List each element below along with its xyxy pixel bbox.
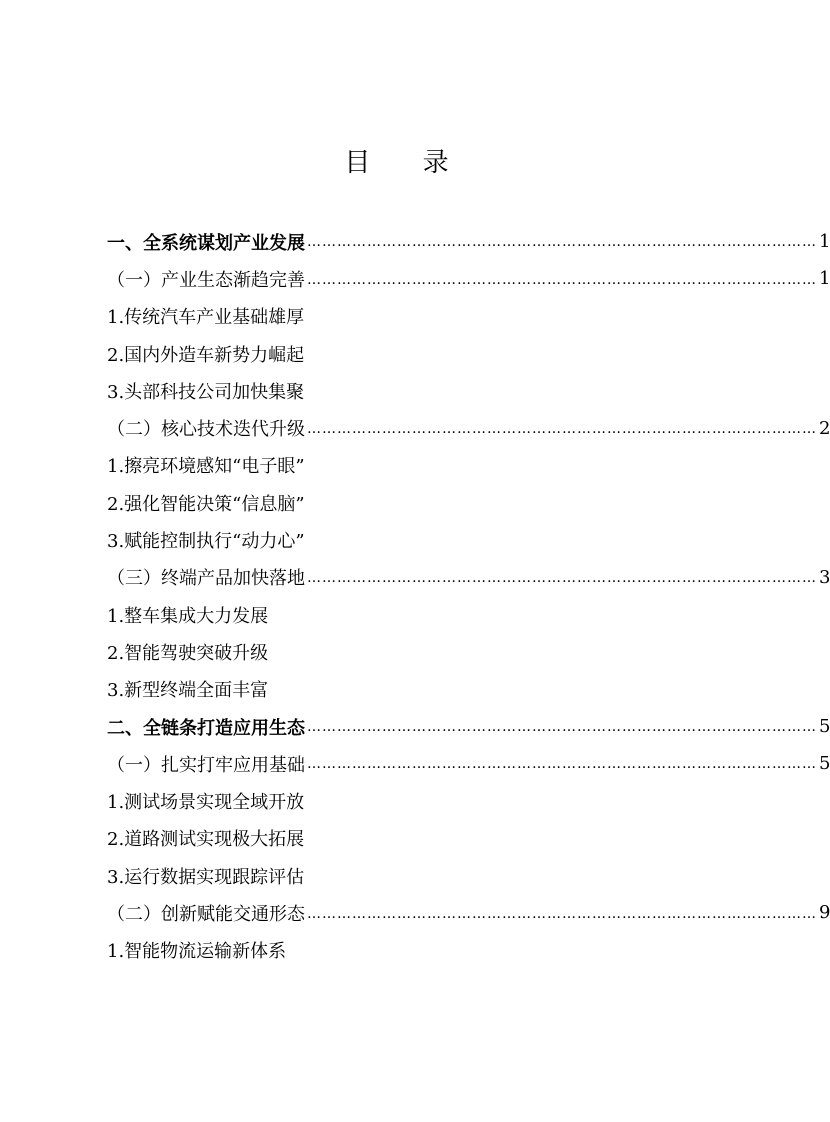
page-title: 目 录: [344, 148, 471, 178]
toc-entry-title: （三）终端产品加快落地: [107, 568, 305, 590]
toc-entry-title: 1.传统汽车产业基础雄厚: [107, 307, 305, 329]
toc-entry-title: 3.赋能控制执行“动力心”: [107, 531, 305, 553]
toc-entry-page-number: 1: [819, 268, 830, 290]
toc-entry-title: 1.擦亮环境感知“电子眼”: [107, 456, 305, 478]
toc-entry[interactable]: [107, 932, 637, 969]
toc-entry[interactable]: [107, 708, 830, 745]
toc-entry-title: 2.道路测试实现极大拓展: [107, 829, 305, 851]
toc-entry[interactable]: [107, 671, 637, 708]
toc-entry[interactable]: [107, 633, 637, 670]
toc-entry-title: 2.国内外造车新势力崛起: [107, 344, 305, 366]
toc-dot-leader: …………………………………………………………………………………………: [307, 719, 817, 736]
toc-entry-title: （二）核心技术迭代升级: [107, 419, 305, 441]
toc-entry-title: 2.智能驾驶突破升级: [107, 642, 269, 664]
toc-entry-page-number: 2: [819, 417, 830, 439]
toc-entry-page-number: 5: [819, 753, 830, 775]
toc-entry-title: 1.智能物流运输新体系: [107, 941, 287, 963]
toc-entry[interactable]: [107, 335, 637, 372]
toc-entry-title: 2.强化智能决策“信息脑”: [107, 493, 305, 515]
toc-dot-leader: …………………………………………………………………………………………: [307, 905, 817, 922]
toc-entry-title: （二）创新赋能交通形态: [107, 903, 305, 925]
toc-entry[interactable]: [107, 820, 637, 857]
toc-entry[interactable]: [107, 559, 830, 596]
toc-entry[interactable]: [107, 484, 637, 521]
toc-entry-title: 1.测试场景实现全域开放: [107, 792, 305, 814]
toc-entry-title: （一）扎实打牢应用基础: [107, 754, 305, 776]
toc-entry[interactable]: [107, 596, 637, 633]
toc-dot-leader: …………………………………………………………………………………………: [307, 420, 817, 437]
toc-dot-leader: …………………………………………………………………………………………: [307, 271, 817, 288]
toc-entry-title: 一、全系统谋划产业发展: [107, 232, 305, 254]
toc-entry[interactable]: [107, 409, 830, 446]
toc-entry[interactable]: [107, 745, 830, 782]
toc-dot-leader: …………………………………………………………………………………………: [307, 756, 817, 773]
toc-entry[interactable]: [107, 894, 830, 931]
toc-entry[interactable]: [107, 223, 830, 260]
toc-entry-page-number: 3: [819, 566, 830, 588]
toc-dot-leader: …………………………………………………………………………………………: [307, 234, 817, 251]
toc-dot-leader: …………………………………………………………………………………………: [307, 569, 817, 586]
toc-entry-title: 3.新型终端全面丰富: [107, 680, 269, 702]
toc-entry[interactable]: [107, 857, 637, 894]
toc-entry[interactable]: [107, 782, 637, 819]
toc-entry-page-number: 1: [819, 231, 830, 253]
toc-entry[interactable]: [107, 260, 830, 297]
toc-entry-page-number: 5: [819, 716, 830, 737]
toc-entry[interactable]: [107, 372, 637, 409]
toc-entry[interactable]: [107, 447, 637, 484]
toc-entry-title: （一）产业生态渐趋完善: [107, 269, 305, 291]
toc-entry[interactable]: [107, 298, 637, 335]
toc-entry-title: 1.整车集成大力发展: [107, 605, 269, 627]
table-of-contents: [107, 223, 830, 969]
toc-entry-page-number: 9: [819, 902, 830, 924]
toc-entry-title: 二、全链条打造应用生态: [107, 717, 305, 739]
toc-entry-title: 3.运行数据实现跟踪评估: [107, 866, 305, 888]
toc-entry[interactable]: [107, 521, 637, 558]
toc-entry-title: 3.头部科技公司加快集聚: [107, 381, 305, 403]
